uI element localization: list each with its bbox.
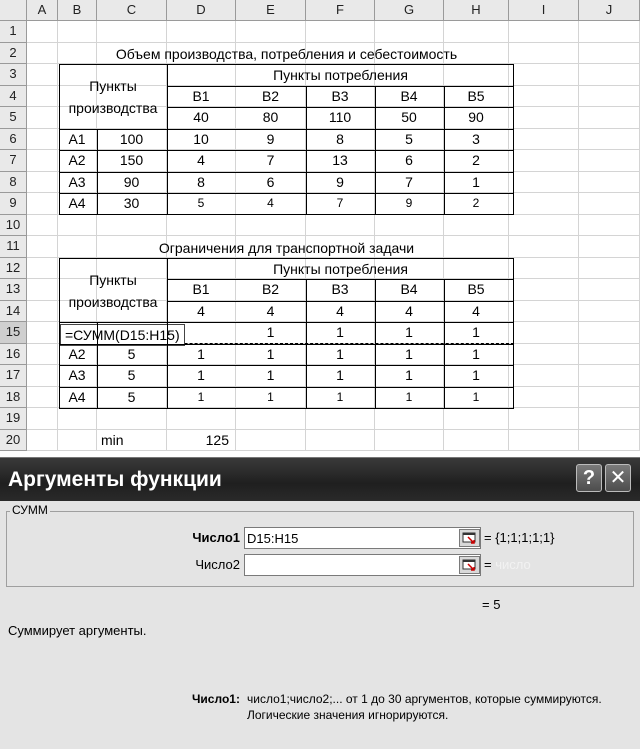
cell-g9[interactable]: 9 bbox=[375, 193, 444, 215]
cell-a14[interactable] bbox=[27, 301, 58, 323]
cell-i8[interactable] bbox=[509, 172, 579, 194]
cell-i5[interactable] bbox=[509, 107, 579, 129]
cell-h14[interactable]: 4 bbox=[444, 301, 509, 323]
arg1-input[interactable] bbox=[244, 527, 481, 549]
row-header-16[interactable]: 16 bbox=[0, 344, 27, 366]
cell-j2[interactable] bbox=[579, 43, 640, 65]
cell-e4[interactable]: B2 bbox=[236, 86, 306, 108]
cell-d7[interactable]: 4 bbox=[167, 150, 236, 172]
cell-c10[interactable] bbox=[97, 215, 167, 237]
cell-b17[interactable]: A3 bbox=[58, 365, 97, 387]
cell-d18[interactable]: 1 bbox=[167, 387, 236, 409]
cell-a1[interactable] bbox=[27, 21, 58, 43]
cell-b19[interactable] bbox=[58, 408, 97, 430]
cell-e6[interactable]: 9 bbox=[236, 129, 306, 151]
arg2-result-text: число bbox=[495, 557, 531, 572]
cell-g13[interactable]: B4 bbox=[375, 279, 444, 301]
cell-i7[interactable] bbox=[509, 150, 579, 172]
cell-h19[interactable] bbox=[444, 408, 509, 430]
cell-d6[interactable]: 10 bbox=[167, 129, 236, 151]
cell-i16[interactable] bbox=[509, 344, 579, 366]
cell-i12[interactable] bbox=[509, 258, 579, 280]
cell-g6[interactable]: 5 bbox=[375, 129, 444, 151]
cell-b20[interactable] bbox=[58, 430, 97, 452]
cell-a11[interactable] bbox=[27, 236, 58, 258]
row-header-4[interactable]: 4 bbox=[0, 86, 27, 108]
cell-f14[interactable]: 4 bbox=[306, 301, 375, 323]
row-header-13[interactable]: 13 bbox=[0, 279, 27, 301]
arg1-label: Число1 bbox=[192, 530, 240, 545]
cell-j10[interactable] bbox=[579, 215, 640, 237]
cell-d16[interactable]: 1 bbox=[167, 344, 236, 366]
cell-a10[interactable] bbox=[27, 215, 58, 237]
cell-a13[interactable] bbox=[27, 279, 58, 301]
row-header-5[interactable]: 5 bbox=[0, 107, 27, 129]
column-header-f[interactable]: F bbox=[306, 0, 375, 21]
cell-e5[interactable]: 80 bbox=[236, 107, 306, 129]
total-result: = 5 bbox=[482, 597, 501, 612]
cell-j3[interactable] bbox=[579, 64, 640, 86]
column-header-c[interactable]: C bbox=[97, 0, 167, 21]
row-header-6[interactable]: 6 bbox=[0, 129, 27, 151]
column-header-h[interactable]: H bbox=[444, 0, 509, 21]
row-header-2[interactable]: 2 bbox=[0, 43, 27, 65]
cell-i15[interactable] bbox=[509, 322, 579, 344]
cell-h7[interactable]: 2 bbox=[444, 150, 509, 172]
cell-f4[interactable]: B3 bbox=[306, 86, 375, 108]
cell-f5[interactable]: 110 bbox=[306, 107, 375, 129]
cell-h18[interactable]: 1 bbox=[444, 387, 509, 409]
column-header-b[interactable]: B bbox=[58, 0, 97, 21]
cell-g14[interactable]: 4 bbox=[375, 301, 444, 323]
arg2-equals: = bbox=[484, 557, 492, 572]
cell-j13[interactable] bbox=[579, 279, 640, 301]
table1-title: Объем производства, потребления и себестоимость bbox=[115, 46, 458, 62]
cell-g7[interactable]: 6 bbox=[375, 150, 444, 172]
cell-j4[interactable] bbox=[579, 86, 640, 108]
function-name-label: СУММ bbox=[12, 503, 48, 517]
cell-i18[interactable] bbox=[509, 387, 579, 409]
cell-j14[interactable] bbox=[579, 301, 640, 323]
cell-i4[interactable] bbox=[509, 86, 579, 108]
cell-d17[interactable]: 1 bbox=[167, 365, 236, 387]
column-header-d[interactable]: D bbox=[167, 0, 236, 21]
column-header-a[interactable]: A bbox=[27, 0, 58, 21]
cell-f8[interactable]: 9 bbox=[306, 172, 375, 194]
cell-g16[interactable]: 1 bbox=[375, 344, 444, 366]
cell-e16[interactable]: 1 bbox=[236, 344, 306, 366]
cell-a16[interactable] bbox=[27, 344, 58, 366]
cell-a7[interactable] bbox=[27, 150, 58, 172]
cell-g19[interactable] bbox=[375, 408, 444, 430]
cell-e7[interactable]: 7 bbox=[236, 150, 306, 172]
row-header-19[interactable]: 19 bbox=[0, 408, 27, 430]
cell-e18[interactable]: 1 bbox=[236, 387, 306, 409]
cell-h15[interactable]: 1 bbox=[444, 322, 509, 344]
cell-f7[interactable]: 13 bbox=[306, 150, 375, 172]
cell-d20[interactable]: 125 bbox=[167, 430, 236, 452]
cell-i3[interactable] bbox=[509, 64, 579, 86]
dialog-titlebar[interactable] bbox=[0, 458, 640, 501]
cell-h8[interactable]: 1 bbox=[444, 172, 509, 194]
cell-a4[interactable] bbox=[27, 86, 58, 108]
cell-a15[interactable] bbox=[27, 322, 58, 344]
cell-a18[interactable] bbox=[27, 387, 58, 409]
cell-c18[interactable]: 5 bbox=[97, 387, 167, 409]
cell-h16[interactable]: 1 bbox=[444, 344, 509, 366]
table2-title: Ограничения для транспортной задачи bbox=[158, 240, 415, 256]
cell-c6[interactable]: 100 bbox=[97, 129, 167, 151]
cell-a8[interactable] bbox=[27, 172, 58, 194]
cell-i6[interactable] bbox=[509, 129, 579, 151]
param-description-line2: Логические значения игнорируются. bbox=[247, 708, 449, 722]
cell-c17[interactable]: 5 bbox=[97, 365, 167, 387]
cell-h13[interactable]: B5 bbox=[444, 279, 509, 301]
function-description: Суммирует аргументы. bbox=[8, 623, 147, 638]
table2-supply-header bbox=[59, 258, 167, 323]
column-header-j[interactable]: J bbox=[579, 0, 640, 21]
cell-f20[interactable] bbox=[306, 430, 375, 452]
cell-b8[interactable]: A3 bbox=[58, 172, 97, 194]
cell-i14[interactable] bbox=[509, 301, 579, 323]
cell-i2[interactable] bbox=[509, 43, 579, 65]
cell-a9[interactable] bbox=[27, 193, 58, 215]
cell-d8[interactable]: 8 bbox=[167, 172, 236, 194]
cell-g17[interactable]: 1 bbox=[375, 365, 444, 387]
cell-e10[interactable] bbox=[236, 215, 306, 237]
cell-d9[interactable]: 5 bbox=[167, 193, 236, 215]
cell-c9[interactable]: 30 bbox=[97, 193, 167, 215]
cell-g15[interactable]: 1 bbox=[375, 322, 444, 344]
cell-b7[interactable]: A2 bbox=[58, 150, 97, 172]
arg2-collapse-button[interactable] bbox=[459, 556, 480, 574]
cell-j9[interactable] bbox=[579, 193, 640, 215]
cell-a6[interactable] bbox=[27, 129, 58, 151]
cell-i11[interactable] bbox=[509, 236, 579, 258]
cell-e20[interactable] bbox=[236, 430, 306, 452]
cell-j8[interactable] bbox=[579, 172, 640, 194]
cell-d1[interactable] bbox=[167, 21, 236, 43]
column-header-g[interactable]: G bbox=[375, 0, 444, 21]
collapse-dialog-icon bbox=[460, 557, 479, 573]
row-header-15[interactable]: 15 bbox=[0, 322, 27, 344]
column-header-e[interactable]: E bbox=[236, 0, 306, 21]
cell-h4[interactable]: B5 bbox=[444, 86, 509, 108]
close-button[interactable]: ✕ bbox=[605, 464, 631, 492]
cell-f10[interactable] bbox=[306, 215, 375, 237]
cell-c16[interactable]: 5 bbox=[97, 344, 167, 366]
cell-a2[interactable] bbox=[27, 43, 58, 65]
cell-e9[interactable]: 4 bbox=[236, 193, 306, 215]
cell-a12[interactable] bbox=[27, 258, 58, 280]
cell-j11[interactable] bbox=[579, 236, 640, 258]
cell-a19[interactable] bbox=[27, 408, 58, 430]
cell-j18[interactable] bbox=[579, 387, 640, 409]
cell-g10[interactable] bbox=[375, 215, 444, 237]
row-header-12[interactable]: 12 bbox=[0, 258, 27, 280]
cell-b9[interactable]: A4 bbox=[58, 193, 97, 215]
cell-h1[interactable] bbox=[444, 21, 509, 43]
row-header-10[interactable]: 10 bbox=[0, 215, 27, 237]
row-header-9[interactable]: 9 bbox=[0, 193, 27, 215]
cell-h10[interactable] bbox=[444, 215, 509, 237]
cell-j12[interactable] bbox=[579, 258, 640, 280]
cell-a20[interactable] bbox=[27, 430, 58, 452]
row-header-8[interactable]: 8 bbox=[0, 172, 27, 194]
cell-e19[interactable] bbox=[236, 408, 306, 430]
cell-i20[interactable] bbox=[509, 430, 579, 452]
cell-g20[interactable] bbox=[375, 430, 444, 452]
cell-g8[interactable]: 7 bbox=[375, 172, 444, 194]
cell-j6[interactable] bbox=[579, 129, 640, 151]
row-header-1[interactable]: 1 bbox=[0, 21, 27, 43]
cell-j1[interactable] bbox=[579, 21, 640, 43]
cell-f6[interactable]: 8 bbox=[306, 129, 375, 151]
dialog-title: Аргументы функции bbox=[8, 468, 222, 491]
function-arguments-dialog bbox=[0, 457, 640, 749]
param-name: Число1: bbox=[192, 692, 240, 706]
arg2-result bbox=[484, 555, 531, 575]
row-header-20[interactable]: 20 bbox=[0, 430, 27, 452]
cell-e8[interactable]: 6 bbox=[236, 172, 306, 194]
cell-d13[interactable]: B1 bbox=[167, 279, 236, 301]
cell-h17[interactable]: 1 bbox=[444, 365, 509, 387]
cell-g5[interactable]: 50 bbox=[375, 107, 444, 129]
cell-c8[interactable]: 90 bbox=[97, 172, 167, 194]
cell-j7[interactable] bbox=[579, 150, 640, 172]
cell-c20[interactable]: min bbox=[97, 430, 167, 452]
cell-b10[interactable] bbox=[58, 215, 97, 237]
arg2-label: Число2 bbox=[195, 557, 240, 572]
cell-f1[interactable] bbox=[306, 21, 375, 43]
row-header-18[interactable]: 18 bbox=[0, 387, 27, 409]
table2-demand-header: Пункты потребления bbox=[273, 261, 408, 277]
row-header-17[interactable]: 17 bbox=[0, 365, 27, 387]
cell-e17[interactable]: 1 bbox=[236, 365, 306, 387]
select-all-corner[interactable] bbox=[0, 0, 27, 21]
cell-e15[interactable]: 1 bbox=[236, 322, 306, 344]
column-header-i[interactable]: I bbox=[509, 0, 579, 21]
cell-f15[interactable]: 1 bbox=[306, 322, 375, 344]
cell-j16[interactable] bbox=[579, 344, 640, 366]
cell-h5[interactable]: 90 bbox=[444, 107, 509, 129]
cell-f13[interactable]: B3 bbox=[306, 279, 375, 301]
row-header-14[interactable]: 14 bbox=[0, 301, 27, 323]
cell-j17[interactable] bbox=[579, 365, 640, 387]
formula-in-cell[interactable]: =СУММ(D15:H15) bbox=[60, 324, 185, 346]
cell-h20[interactable] bbox=[444, 430, 509, 452]
arg1-collapse-button[interactable] bbox=[459, 529, 480, 547]
row-header-11[interactable]: 11 bbox=[0, 236, 27, 258]
cell-i10[interactable] bbox=[509, 215, 579, 237]
cell-i9[interactable] bbox=[509, 193, 579, 215]
cell-c19[interactable] bbox=[97, 408, 167, 430]
row-header-3[interactable]: 3 bbox=[0, 64, 27, 86]
row-header-7[interactable]: 7 bbox=[0, 150, 27, 172]
cell-e13[interactable]: B2 bbox=[236, 279, 306, 301]
cell-i1[interactable] bbox=[509, 21, 579, 43]
cell-c1[interactable] bbox=[97, 21, 167, 43]
cell-e14[interactable]: 4 bbox=[236, 301, 306, 323]
cell-g1[interactable] bbox=[375, 21, 444, 43]
cell-f19[interactable] bbox=[306, 408, 375, 430]
cell-j19[interactable] bbox=[579, 408, 640, 430]
cell-d10[interactable] bbox=[167, 215, 236, 237]
cell-a3[interactable] bbox=[27, 64, 58, 86]
cell-b1[interactable] bbox=[58, 21, 97, 43]
cell-a5[interactable] bbox=[27, 107, 58, 129]
cell-i13[interactable] bbox=[509, 279, 579, 301]
cell-i19[interactable] bbox=[509, 408, 579, 430]
param-description-line1: число1;число2;... от 1 до 30 аргументов, которые суммируются. bbox=[247, 692, 602, 706]
cell-f18[interactable]: 1 bbox=[306, 387, 375, 409]
cell-c7[interactable]: 150 bbox=[97, 150, 167, 172]
table2-supply-header-text: Пункты производства bbox=[68, 271, 158, 310]
cell-e1[interactable] bbox=[236, 21, 306, 43]
cell-b16[interactable]: A2 bbox=[58, 344, 97, 366]
table1-demand-header: Пункты потребления bbox=[273, 67, 408, 83]
cell-a17[interactable] bbox=[27, 365, 58, 387]
arg1-result: = {1;1;1;1;1} bbox=[484, 530, 555, 545]
table1-supply-header bbox=[59, 64, 167, 129]
cell-g18[interactable]: 1 bbox=[375, 387, 444, 409]
cell-j15[interactable] bbox=[579, 322, 640, 344]
cell-j20[interactable] bbox=[579, 430, 640, 452]
cell-f17[interactable]: 1 bbox=[306, 365, 375, 387]
help-button[interactable]: ? bbox=[576, 464, 602, 492]
cell-f16[interactable]: 1 bbox=[306, 344, 375, 366]
cell-b18[interactable]: A4 bbox=[58, 387, 97, 409]
cell-d14[interactable]: 4 bbox=[167, 301, 236, 323]
cell-d4[interactable]: B1 bbox=[167, 86, 236, 108]
cell-d19[interactable] bbox=[167, 408, 236, 430]
table1-supply-header-text: Пункты производства bbox=[68, 77, 158, 116]
cell-h6[interactable]: 3 bbox=[444, 129, 509, 151]
cell-g4[interactable]: B4 bbox=[375, 86, 444, 108]
cell-d5[interactable]: 40 bbox=[167, 107, 236, 129]
cell-i17[interactable] bbox=[509, 365, 579, 387]
cell-j5[interactable] bbox=[579, 107, 640, 129]
collapse-dialog-icon bbox=[460, 530, 479, 546]
cell-f9[interactable]: 7 bbox=[306, 193, 375, 215]
arg2-input[interactable] bbox=[244, 554, 481, 576]
cell-h9[interactable]: 2 bbox=[444, 193, 509, 215]
cell-b6[interactable]: A1 bbox=[58, 129, 97, 151]
